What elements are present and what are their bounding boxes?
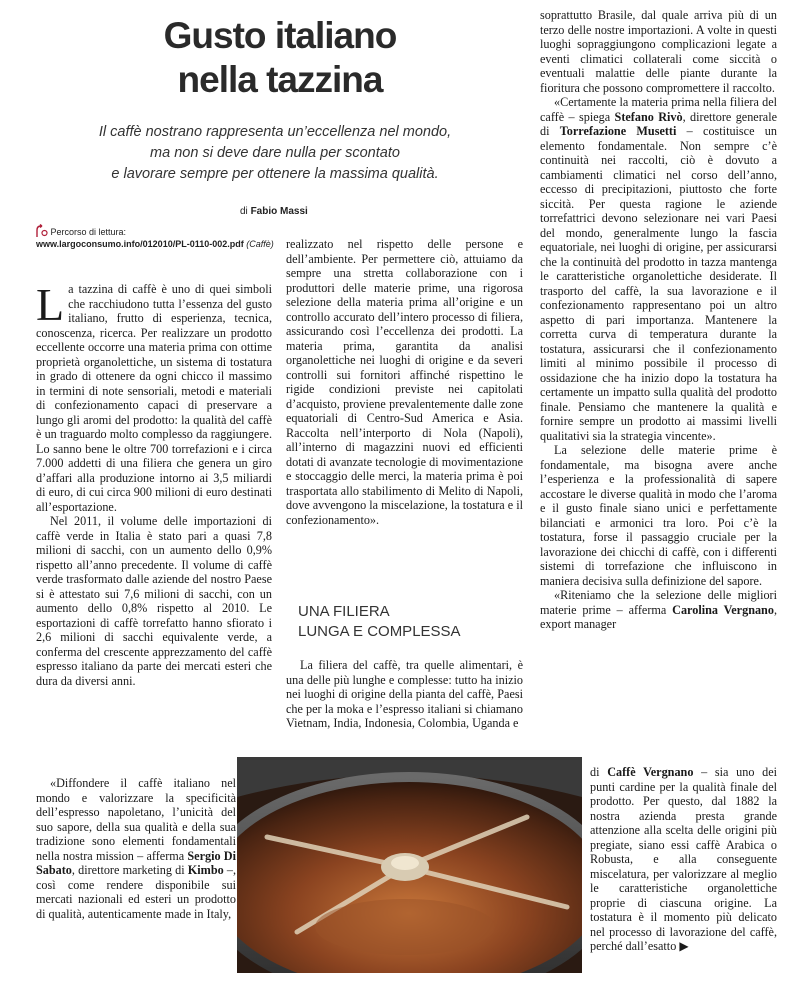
vergnano-company: Caffè Vergnano [607,765,694,779]
byline-prefix: di [240,206,248,217]
drop-cap: L [36,279,65,330]
paragraph-intro [36,279,272,514]
quote-person: Sergio Di Sabato [36,848,236,877]
column-1-bottom [36,776,236,921]
section-heading [298,602,461,642]
subtitle-line-2: ma non si deve dare nulla per scontato [150,145,400,161]
section-heading-line-2: LUNGA E COMPLESSA [298,623,461,640]
musetti-text-b: , direttore generale di [540,109,777,138]
paragraph-vergnano-quote [540,588,777,632]
paragraph-imports: Nel 2011, il volume delle importazioni di caffè verde in Italia è stato pari a quasi 7,8 milioni di sacchi, con un aumento dello 0,9% rispetto all’anno precedente. Il volume di caffè verde trasformato dalle aziende del nostro Paese si è attestato sui 7,6 milioni di sacchi, con un aumento dello 0,8% rispetto al 2010. Le esportazioni di caffè torrefatto hanno sfiorato i 2,6 milioni di sacchi equivalente verde, a conferma del crescente apprezzamento del caffè espresso italiano da parte dei mercati esteri che dura da diversi anni. [36,514,272,688]
vergnano-text-a: «Riteniamo che la selezione delle migliori materie prime – afferma [540,588,777,617]
paragraph-musetti-quote [540,95,777,443]
paragraph-selection: La selezione delle materie prime è fondamentale, ma bisogna avere anche l’esperienza e la professionalità di sapere accostare le diverse qualità in modo che l’aroma e il gusto finale siano unici e perfettamente bilanciati e armonici tra loro. Poi c’è la tostatura, forse il passaggio cruciale per la lavorazione dei chicchi di caffè, con i differenti sistemi di torrefazione che influiscono in maniera decisiva sulla definizione del sapore. [540,443,777,588]
musetti-company: Torrefazione Musetti [559,124,677,138]
subtitle-line-1: Il caffè nostrano rappresenta un’eccellenza nel mondo, [98,124,452,140]
column-2 [286,237,523,527]
column-2-bottom [286,658,523,731]
reading-path-tag: (Caffè) [246,239,274,249]
column-3 [540,8,777,632]
musetti-person: Stefano Rivò [614,109,683,124]
column-1 [36,279,272,688]
vergnano-cont-a: di [590,765,608,779]
paragraph-kimbo-continued: realizzato nel rispetto delle persone e dell’ambiente. Per permettere ciò, attuiamo da sempre una stretta collaborazione con i produttori delle materie prime, una rigorosa selezione della materia prima all’origine e un controllo accurato dell’intero processo di filiera, assicurando così l’eccellenza dei prodotti. La materia prima, garantita da analisi organolettiche nei luoghi di origine e da severi controlli sui fornitori affinché rispettino le rigide condizioni previste nei capitolati d’acquisto, proviene prevalentemente dalle zone equatoriali di Centro-Sud America e Asia. Raccolta nell’interporto di Nola (Napoli), all’interno di magazzini nuovi ed efficienti dotati di avanzate tecnologie di movimentazione e stoccaggio delle merci, la materia prima è poi trasportata allo stabilimento di Melito di Napoli, dove avvengono la miscelazione, la tostatura e il confezionamento». [286,237,523,527]
musetti-text-c: – costituisce un elemento fondamentale. Non sempre c’è continuità nei raccolti, ciò è dovuto a cambiamenti climatici nel corso dell’anno, eccesso di precipitazioni, piuttosto che forte siccità. Per questa ragione le aziende torrefattrici devono selezionare nei vari Paesi del mondo, generalmente lungo la fascia equatoriale, nei luoghi di origine, per assicurarsi che la continuità del prodotto in tazza mantenga le caratteristiche organolettiche desiderate. Il trasporto del caffè, la sua lavorazione e il confezionamento rappresentano poi un altro aspetto di pari importanza. Mantenere la corretta curva di temperatura durante la tostatura, assicurarsi che il confezionamento limiti al minimo possibile il processo di ossidazione che ha inizio dopo la tostatura ha certamente un impatto sulla qualità del prodotto finale. Pensiamo che mantenere la qualità e fornire sempre un prodotto ai massimi livelli qualitativi sia la strategia vincente». [540,124,777,443]
quote-text-b: , direttore marketing di [71,863,188,877]
quote-company: Kimbo [187,863,224,877]
paragraph-supply-chain: La filiera del caffè, tra quelle alimentari, è una delle più lunghe e complesse: tutto ha inizio nei luoghi di origine della pianta del caffè, Paesi che per la moka e l’espresso italiani si chiamano Vietnam, India, Indonesia, Colombia, Uganda e [286,658,523,730]
quote-text-a: «Diffondere il caffè italiano nel mondo e valorizzare la specificità dell’espresso napoletano, l’unicità del suo sapore, della sua qualità e della sua tradizione sono elementi fondamentali nella nostra mission – afferma [36,776,236,863]
byline [240,206,308,217]
coffee-roaster-illustration [237,757,582,973]
article-subtitle [95,122,455,185]
coffee-roaster-photo [237,757,582,973]
paragraph-kimbo-quote [36,776,236,921]
reading-path-icon [36,224,48,238]
musetti-text-a: «Certamente la materia prima nella filiera del caffè – spiega [540,95,777,124]
reading-path [36,224,276,250]
subtitle-line-3: e lavorare sempre per ottenere la massima qualità. [111,166,439,182]
article-title [130,14,430,102]
quote-text-c: –, così come rendere disponibile sui mercati nazionali ed esteri un prodotto di qualità, autenticamente made in Italy, [36,863,236,921]
vergnano-text-b: , export manager [540,602,777,631]
author-name: Fabio Massi [250,206,308,217]
paragraph-brazil: soprattutto Brasile, dal quale arriva più di un terzo delle nostre importazioni. A volte in questi luoghi sopraggiungono complicazioni legate a eventi climatici collaterali come siccità o eventuali malattie delle piante durante la fioritura che possono compromettere il raccolto. [540,8,777,95]
vergnano-person: Carolina Vergnano [672,602,774,617]
vergnano-cont-b: – sia uno dei punti cardine per la qualità finale del prodotto. Per questo, dal 1882 la nostra azienda presta grande attenzione alla scelta delle origini più pregiate, siano essi caffè Arabica o Robusta, e alla conseguente miscelatura, per valorizzare al meglio le caratteristiche organolettiche proprie di ciascuna origine. La tostatura è il momento più delicato nel processo di lavorazione del caffè, perché dall’esatto ▶ [590,765,777,953]
title-line-2: nella tazzina [177,59,383,100]
title-line-1: Gusto italiano [163,15,397,56]
reading-path-label: Percorso di lettura: [50,227,127,237]
section-heading-line-1: UNA FILIERA [298,603,390,620]
reading-path-url: www.largoconsumo.info/012010/PL-0110-002.pdf [36,239,244,249]
paragraph-vergnano-continued [590,765,777,954]
column-3-bottom [590,765,777,954]
paragraph-intro-text: a tazzina di caffè è uno di quei simboli che racchiudono tutta l’essenza del gusto italiano, frutto di esperienza, tecnica, conoscenza, ricerca. Per realizzare un prodotto eccellente occorre una materia prima con ottime proprietà organolettiche, un sistema di tostatura in grado di ottenere da ogni chicco il massimo in termini di note sensoriali, metodi e materiali di confezionamento capaci di preservare a lungo gli aromi del prodotto: la qualità del caffè è un traguardo molto complesso da raggiungere. Lo sanno bene le oltre 700 torrefazioni e i circa 7.000 addetti di una filiera che genera un giro d’affari alla produzione intorno ai 3,5 miliardi di euro, di cui circa 900 milioni di euro destinati all’esportazione. [36,282,272,514]
